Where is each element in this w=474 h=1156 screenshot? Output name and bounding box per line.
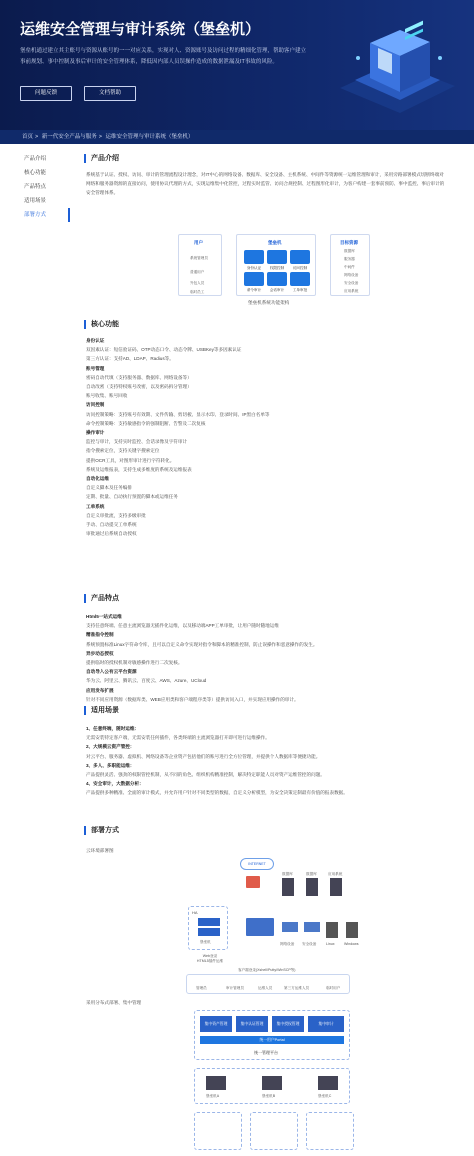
feature-item: 针对不同应用资源（数据库类、WEB应用类和客户端程序类等）提供访问入口，并实现应用操作的审计。 xyxy=(86,696,299,702)
windows-server-icon xyxy=(346,922,358,938)
breadcrumb-home[interactable]: 首页 xyxy=(22,134,34,140)
hero-description: 堡垒机通过建立其主账号与资源从账号的一一对应关系，实现对人、资源账号及访问过程的精细化管理，帮助客户建立事前规划、事中控制及事后审计的安全管理体系，降低因内部人员误操作造成的数据泄漏及IT事故的风险。 xyxy=(20,48,307,65)
resource-group-c xyxy=(306,1112,354,1150)
users-row xyxy=(186,974,350,994)
ha-label: HA xyxy=(192,910,198,915)
core-heading: 工单系统 xyxy=(86,503,105,509)
network-device-icon xyxy=(282,922,298,932)
diagram-caption: 堡垒机系统功能架构 xyxy=(248,300,290,305)
feature-item: 华为云、阿里云、腾讯云、百度云、AWS、Azure、UCloud xyxy=(86,678,207,684)
center-auth: 集中认证管理 xyxy=(236,1016,268,1032)
linux-server-icon xyxy=(326,922,338,938)
target-label-0: 数据库 xyxy=(282,872,293,876)
web-login-label: Web登录 HTML5插件运维 xyxy=(196,954,224,963)
intro-text: 系统基于认证、授权、访问、审计的管理流程设计理念，对IT中心的网络设备、数据库、安全设备、主机系统、中间件等资源统一运维管理和审计，采用旁路部署模式切断终端对网络和服务器资源的直接访问，使用协议代理的方式，实现运维集中化管控，过程实时监管、访问合规控制、过程图形化审计，为客户构建一套事前预防、事中监控、事后审计的安全管理体系。 xyxy=(86,172,445,196)
node-b-icon xyxy=(262,1076,282,1090)
scene-heading: 2、大规模云资产管控： xyxy=(86,744,135,750)
scene-list xyxy=(86,724,446,798)
core-item: 自定义审批流，支持多级审批 xyxy=(86,512,146,518)
deploy-user-1: 审计管理员 xyxy=(226,986,244,990)
node-c-label: 堡垒机C xyxy=(318,1094,332,1098)
feature-item: 系统预置标准Linux字符命令库，且可以自定义命令实现对指令和脚本的精准控制，防止误操作和恶意操作的发生。 xyxy=(86,641,318,647)
target-db: 数据库 xyxy=(344,249,355,253)
core-function-list xyxy=(86,336,446,538)
core-item: 手动、自动提交工单系统 xyxy=(86,522,137,528)
core-heading: 身份认证 xyxy=(86,338,105,343)
scene-item: 产品提供灵活、强劲的权限管控机制，从不同的角色、组织机构精准控制，解决特定职能人员对资产运维管控的问题。 xyxy=(86,772,325,778)
feature-list xyxy=(86,612,446,704)
deploy-user-4: 临时用户 xyxy=(326,986,341,990)
core-heading: 自动化运维 xyxy=(86,476,109,482)
feedback-button[interactable]: 问题反馈 xyxy=(20,86,72,101)
server-db2-icon xyxy=(306,878,318,896)
core-item: 命令控制策略：支持敏感指令的强制阻断、告警及二次复核 xyxy=(86,420,206,426)
target-network: 网络设备 xyxy=(344,273,359,277)
scene-heading: 3、多人、多职能运维： xyxy=(86,762,135,768)
help-doc-button[interactable]: 文档帮助 xyxy=(84,86,136,101)
deploy-caption-distributed: 采用分布式部署、集中管理 xyxy=(86,1000,142,1005)
core-heading: 访问控制 xyxy=(86,402,105,408)
core-item: 审批通过后系统自动授权 xyxy=(86,531,137,537)
breadcrumb: 首页 > 新一代安全产品与服务 > 运维安全管理与审计系统（堡垒机） xyxy=(0,130,474,144)
core-heading: 账号管理 xyxy=(86,365,105,371)
feature-item: 提供临时的授权机制对敏感操作进行二次复核。 xyxy=(86,660,183,666)
target-label-5: Linux xyxy=(326,942,335,946)
client-login-label: 客户端登录(Xshell/Putty/WinSCP等) xyxy=(238,968,296,972)
command-audit-icon xyxy=(244,272,264,286)
deploy-user-2: 运维人员 xyxy=(258,986,273,990)
switch-icon xyxy=(246,918,274,936)
server-db1-icon xyxy=(282,878,294,896)
core-item: 访问控制策略：支持账号有效期、文件传输、剪切板、显示水印、登录时间、IP黑白名单等 xyxy=(86,411,270,417)
scene-heading: 4、安全审计，大数据分析： xyxy=(86,781,144,787)
feature-item: 支持任意终端、任意主流浏览器无插件化运维，以及移动端APP工单审批，让用户随时随地运维 xyxy=(86,623,279,629)
platform-label: 统一管理平台 xyxy=(254,1050,278,1055)
auth-icon xyxy=(244,250,264,264)
core-item: 指令搜索定位，支持关键字搜索定位 xyxy=(86,448,160,454)
nav-item-scenes[interactable]: 适用场景 xyxy=(24,198,47,204)
access-icon xyxy=(290,250,310,264)
mid-label-2: 访问控制 xyxy=(292,266,308,270)
feature-heading: 应用发布扩展 xyxy=(86,687,114,693)
section-title-scenes: 适用场景 xyxy=(84,706,119,715)
center-asset: 集中资产管理 xyxy=(200,1016,232,1032)
center-audit: 集中审计 xyxy=(308,1016,344,1032)
hero-banner xyxy=(0,0,474,130)
bastion-title: 堡垒机 xyxy=(268,240,282,245)
target-server: 服务器 xyxy=(344,257,355,261)
core-item: 自定义脚本及任务编排 xyxy=(86,485,132,491)
server-illustration-icon xyxy=(330,18,460,118)
resource-group-b xyxy=(250,1112,298,1150)
nav-item-core[interactable]: 核心功能 xyxy=(24,170,47,176)
targets-title: 目标资源 xyxy=(340,240,358,245)
core-item: 双因素认证：短信验证码、OTP动态口令、动态令牌、USBKey等多因素认证 xyxy=(86,347,242,353)
breadcrumb-current: 运维安全管理与审计系统（堡垒机） xyxy=(105,134,194,140)
server-app-icon xyxy=(330,878,342,896)
section-title-core: 核心功能 xyxy=(84,320,119,329)
internet-cloud: INTERNET xyxy=(240,858,274,870)
bastion-server-icon xyxy=(198,918,220,926)
bastion-label: 堡垒机 xyxy=(200,940,211,944)
deploy-caption-cloud: 云环境部署图 xyxy=(86,848,114,853)
section-title-deploy: 部署方式 xyxy=(84,826,119,835)
resource-group-a xyxy=(194,1112,242,1150)
core-item: 密码自动代填（支持服务器、数据库、网络设备等） xyxy=(86,374,192,380)
target-label-4: 安全设备 xyxy=(302,942,317,946)
user-outsource: 外包人员 xyxy=(190,281,205,285)
deploy-user-0: 管理员 xyxy=(196,986,207,990)
section-title-features: 产品特点 xyxy=(84,594,119,603)
feature-heading: 自动导入公有云平台资源 xyxy=(86,669,137,675)
firewall-icon xyxy=(246,876,260,888)
section-title-intro: 产品介绍 xyxy=(84,154,119,163)
core-heading: 操作审计 xyxy=(86,430,105,436)
node-c-icon xyxy=(318,1076,338,1090)
core-item: 第三方认证：支持AD、LDAP、Radius等。 xyxy=(86,356,174,362)
permission-icon xyxy=(267,250,287,264)
mid-label-0: 身份认证 xyxy=(246,266,262,270)
ticket-icon xyxy=(290,272,310,286)
target-label-6: Windows xyxy=(344,942,359,946)
target-label-2: 应用系统 xyxy=(328,872,343,876)
target-label-3: 网络设备 xyxy=(280,942,295,946)
feature-heading: 异步动态授权 xyxy=(86,650,114,656)
nav-item-features[interactable]: 产品特点 xyxy=(24,184,47,190)
users-title: 用户 xyxy=(194,240,203,245)
scene-item: 对云平台、服务器、虚拟机、网络设备等企业资产包括他们的账号进行全方位管理，并提供个人数据库等便捷功能。 xyxy=(86,753,321,759)
user-portal: 统一用户Portal xyxy=(200,1036,344,1044)
scene-heading: 1、任意终端，随时运维： xyxy=(86,726,140,731)
core-item: 系统及运维报表，支持生成多维度的系统及运维报表 xyxy=(86,466,192,472)
core-item: 账号收集、账号回收 xyxy=(86,393,128,399)
user-normal: 普通用户 xyxy=(190,270,205,274)
target-security: 安全设备 xyxy=(344,281,359,285)
security-device-icon xyxy=(304,922,320,932)
core-item: 定期、批量、自动执行预置的脚本或运维任务 xyxy=(86,494,178,500)
scene-item: 产品提供多种精准、全面的审计模式，并允许用户针对不同类型的数据，自定义分析模型，为安全决策定制最有价值的报表数据。 xyxy=(86,790,348,796)
mid-label-4: 会话审计 xyxy=(269,288,285,292)
node-b-label: 堡垒机B xyxy=(262,1094,276,1098)
breadcrumb-category[interactable]: 新一代安全产品与服务 xyxy=(41,134,97,140)
core-item: 监控与审计，支持实时监控、会话录像及字符审计 xyxy=(86,439,188,445)
core-item: 提供OCR工具，对图形审计进行字符转化。 xyxy=(86,457,175,463)
user-admin: 系统管理员 xyxy=(190,256,208,260)
node-a-label: 堡垒机A xyxy=(206,1094,220,1098)
nav-item-deploy[interactable]: 部署方式 xyxy=(18,208,70,222)
page-title: 运维安全管理与审计系统（堡垒机） xyxy=(20,21,261,38)
scene-item: 无需安装特定客户端，无需安装任何插件，各类终端的主流浏览器打开即可进行运维操作。 xyxy=(86,735,270,741)
user-temp: 临时员工 xyxy=(190,290,205,294)
feature-heading: Html5一站式运维 xyxy=(86,614,122,619)
side-nav xyxy=(18,152,70,222)
deploy-user-3: 第三方运维人员 xyxy=(284,986,310,990)
target-app: 应用系统 xyxy=(344,289,359,293)
bastion-server2-icon xyxy=(198,928,220,936)
center-authz: 集中授权管理 xyxy=(272,1016,304,1032)
target-middleware: 中间件 xyxy=(344,265,355,269)
node-a-icon xyxy=(206,1076,226,1090)
mid-label-5: 工单审批 xyxy=(292,288,308,292)
core-item: 自动改密（支持特权账号改密，以及密码拆分管理） xyxy=(86,384,192,390)
nav-item-intro[interactable]: 产品介绍 xyxy=(24,156,47,162)
feature-heading: 精准指令控制 xyxy=(86,632,114,638)
target-label-1: 数据库 xyxy=(306,872,317,876)
mid-label-1: 权限控制 xyxy=(269,266,285,270)
mid-label-3: 命令审计 xyxy=(246,288,262,292)
session-audit-icon xyxy=(267,272,287,286)
